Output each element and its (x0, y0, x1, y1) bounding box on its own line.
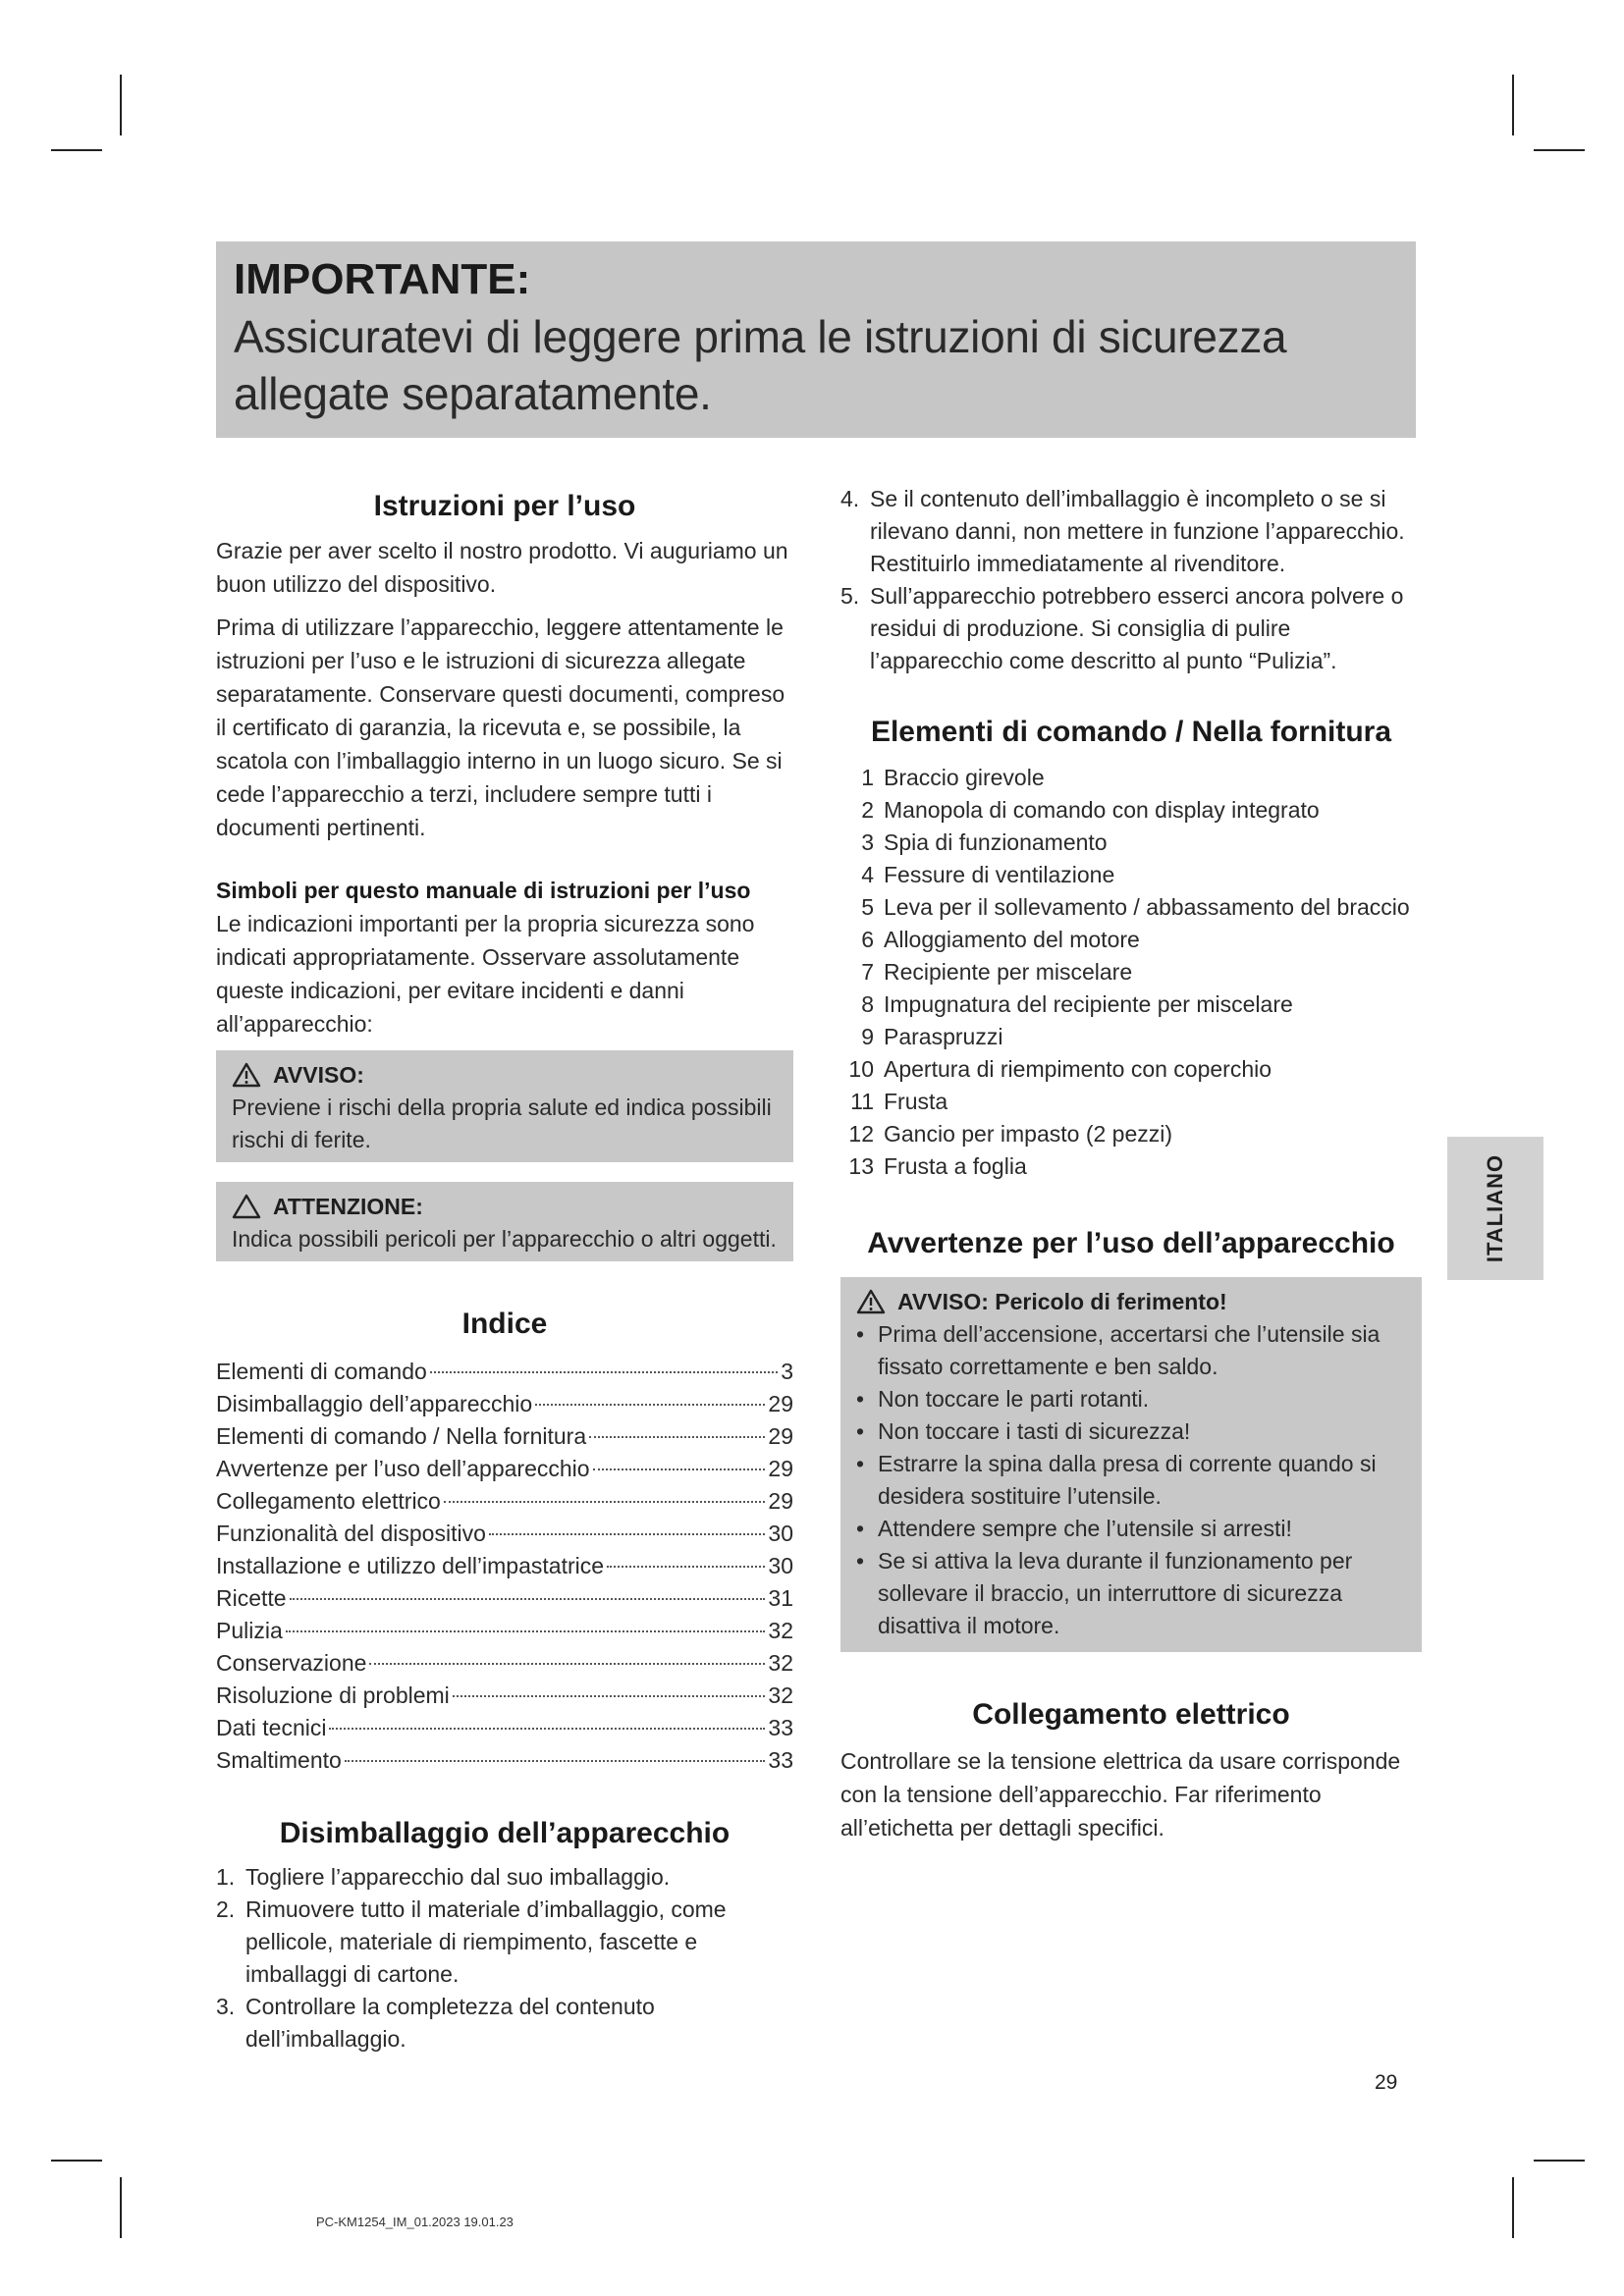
symbols-heading: Simboli per questo manuale di istruzioni per l’uso (216, 878, 751, 903)
banner-title: IMPORTANTE: (234, 255, 531, 303)
usage-bullet: • Non toccare i tasti di sicurezza! (856, 1418, 1191, 1444)
language-tab (1447, 1137, 1543, 1280)
crop-mark (120, 2177, 122, 2238)
part-item: 8 Impugnatura del recipiente per miscelare (861, 991, 1293, 1017)
part-item: 6 Alloggiamento del motore (861, 927, 1140, 952)
index-entry[interactable]: Conservazione 32 (216, 1650, 793, 1676)
banner-text: Assicuratevi di leggere prima le istruzioni di sicurezza allegate separatamente. (234, 311, 1287, 419)
index-entry[interactable]: Elementi di comando 3 (216, 1359, 793, 1384)
caution-header (232, 1190, 778, 1223)
unpacking-step: 3. Controllare la completezza del contenuto dell’imballaggio. (216, 1994, 655, 2052)
part-item: 5 Leva per il sollevamento / abbassamento del braccio (861, 894, 1410, 920)
part-item: 7 Recipiente per miscelare (861, 959, 1133, 985)
part-item: 2 Manopola di comando con display integrato (861, 797, 1320, 823)
unpacking-heading: Disimballaggio dell’apparecchio (279, 1817, 731, 1849)
caution-text: Indica possibili pericoli per l’apparecchio o altri oggetti. (232, 1226, 777, 1252)
unpacking-step: 5. Sull’apparecchio potrebbero esserci ancora polvere o residui di produzione. Si consiglia di pulire l’apparecchio come descritto al punto “Pulizia”. (840, 583, 1404, 673)
part-item: 1 Braccio girevole (861, 765, 1045, 790)
index-heading: Indice (461, 1308, 548, 1340)
left-column (216, 483, 793, 2056)
usage-heading: Avvertenze per l’uso dell’apparecchio (867, 1227, 1395, 1259)
warning-header (232, 1058, 778, 1092)
controls-list (840, 762, 1422, 1183)
intro-heading: Istruzioni per l’uso (373, 490, 636, 522)
intro-paragraph-2: Prima di utilizzare l’apparecchio, leggere attentamente le istruzioni per l’uso e le istruzioni di sicurezza allegate separatamente. Conservare questi documenti, compreso il certificato di garanzia, la ricevuta e, se possibile, la scatola con l’imballaggio interno in un luogo sicuro. Se si cede l’apparecchio a terzi, includere sempre tutti i documenti pertinenti. (216, 614, 785, 840)
crop-mark (51, 2160, 102, 2162)
index-entry[interactable]: Pulizia 32 (216, 1618, 793, 1643)
index-entry[interactable]: Risoluzione di problemi 32 (216, 1682, 793, 1708)
index-entry[interactable]: Collegamento elettrico 29 (216, 1488, 793, 1514)
part-item: 3 Spia di funzionamento (861, 829, 1108, 855)
warning-triangle-icon (232, 1062, 261, 1088)
usage-bullet: • Se si attiva la leva durante il funzionamento per sollevare il braccio, un interruttore di sicurezza disattiva il motore. (856, 1548, 1353, 1638)
index-entry[interactable]: Funzionalità del dispositivo 30 (216, 1521, 793, 1546)
important-banner (216, 241, 1416, 438)
index-entry[interactable]: Dati tecnici 33 (216, 1715, 793, 1740)
unpacking-steps (216, 1861, 793, 2056)
index-entry[interactable]: Installazione e utilizzo dell’impastatrice 30 (216, 1553, 793, 1578)
usage-bullet: • Estrarre la spina dalla presa di corrente quando si desidera sostituire l’utensile. (856, 1451, 1377, 1509)
controls-heading: Elementi di comando / Nella fornitura (870, 716, 1392, 748)
part-item: 11 Frusta (850, 1089, 948, 1114)
usage-bullets (856, 1318, 1406, 1642)
usage-bullet: • Attendere sempre che l’utensile si arresti! (856, 1516, 1292, 1541)
usage-warning-box (840, 1277, 1422, 1652)
electrical-heading: Collegamento elettrico (972, 1698, 1290, 1731)
usage-warning-title: AVVISO: Pericolo di ferimento! (897, 1289, 1227, 1314)
usage-warning-header (856, 1285, 1406, 1318)
usage-bullet: • Non toccare le parti rotanti. (856, 1386, 1150, 1412)
page-number: 29 (1375, 2071, 1398, 2094)
warning-triangle-icon (856, 1289, 886, 1314)
part-item: 13 Frusta a foglia (848, 1153, 1027, 1179)
usage-bullet: • Prima dell’accensione, accertarsi che l’utensile sia fissato correttamente e ben saldo. (856, 1321, 1380, 1379)
warning-box (216, 1050, 793, 1162)
index-entry[interactable]: Elementi di comando / Nella fornitura 29 (216, 1423, 793, 1449)
caution-triangle-icon (232, 1194, 261, 1219)
unpacking-step: 2. Rimuovere tutto il materiale d’imballaggio, come pellicole, materiale di riempimento, fascette e imballaggi di cartone. (216, 1896, 727, 1987)
footer-code: PC-KM1254_IM_01.2023 19.01.23 (316, 2215, 514, 2229)
crop-mark (120, 75, 122, 135)
right-column (840, 483, 1422, 1844)
part-item: 10 Apertura di riempimento con coperchio (848, 1056, 1272, 1082)
warning-text: Previene i rischi della propria salute ed indica possibili rischi di ferite. (232, 1095, 772, 1152)
part-item: 12 Gancio per impasto (2 pezzi) (848, 1121, 1173, 1147)
warning-title: AVVISO: (273, 1062, 364, 1088)
language-tab-label: ITALIANO (1483, 1153, 1507, 1263)
symbols-text: Le indicazioni importanti per la propria sicurezza sono indicati appropriatamente. Osservare assolutamente queste indicazioni, per evitare incidenti e danni all’apparecchio: (216, 911, 755, 1037)
index-entry[interactable]: Disimballaggio dell’apparecchio 29 (216, 1391, 793, 1416)
crop-mark (1512, 2177, 1514, 2238)
index-entry[interactable]: Ricette 31 (216, 1585, 793, 1611)
crop-mark (51, 149, 102, 151)
crop-mark (1534, 2160, 1585, 2162)
unpacking-step: 4. Se il contenuto dell’imballaggio è incompleto o se si rilevano danni, non mettere in funzione l’apparecchio. Restituirlo immediatamente al rivenditore. (840, 486, 1405, 576)
intro-paragraph-1: Grazie per aver scelto il nostro prodotto. Vi auguriamo un buon utilizzo del dispositivo. (216, 538, 788, 597)
caution-box (216, 1182, 793, 1261)
part-item: 9 Paraspruzzi (861, 1024, 1003, 1049)
index-entry[interactable]: Smaltimento 33 (216, 1747, 793, 1773)
crop-mark (1534, 149, 1585, 151)
electrical-text: Controllare se la tensione elettrica da usare corrisponde con la tensione dell’apparecchio. Far riferimento all’etichetta per dettagli specifici. (840, 1748, 1401, 1841)
index-entry[interactable]: Avvertenze per l’uso dell’apparecchio 29 (216, 1456, 793, 1481)
caution-title: ATTENZIONE: (273, 1194, 423, 1219)
part-item: 4 Fessure di ventilazione (861, 862, 1115, 887)
unpacking-steps-continued (840, 483, 1422, 677)
unpacking-step: 1. Togliere l’apparecchio dal suo imballaggio. (216, 1864, 671, 1890)
index-list (216, 1356, 793, 1777)
crop-mark (1512, 75, 1514, 135)
